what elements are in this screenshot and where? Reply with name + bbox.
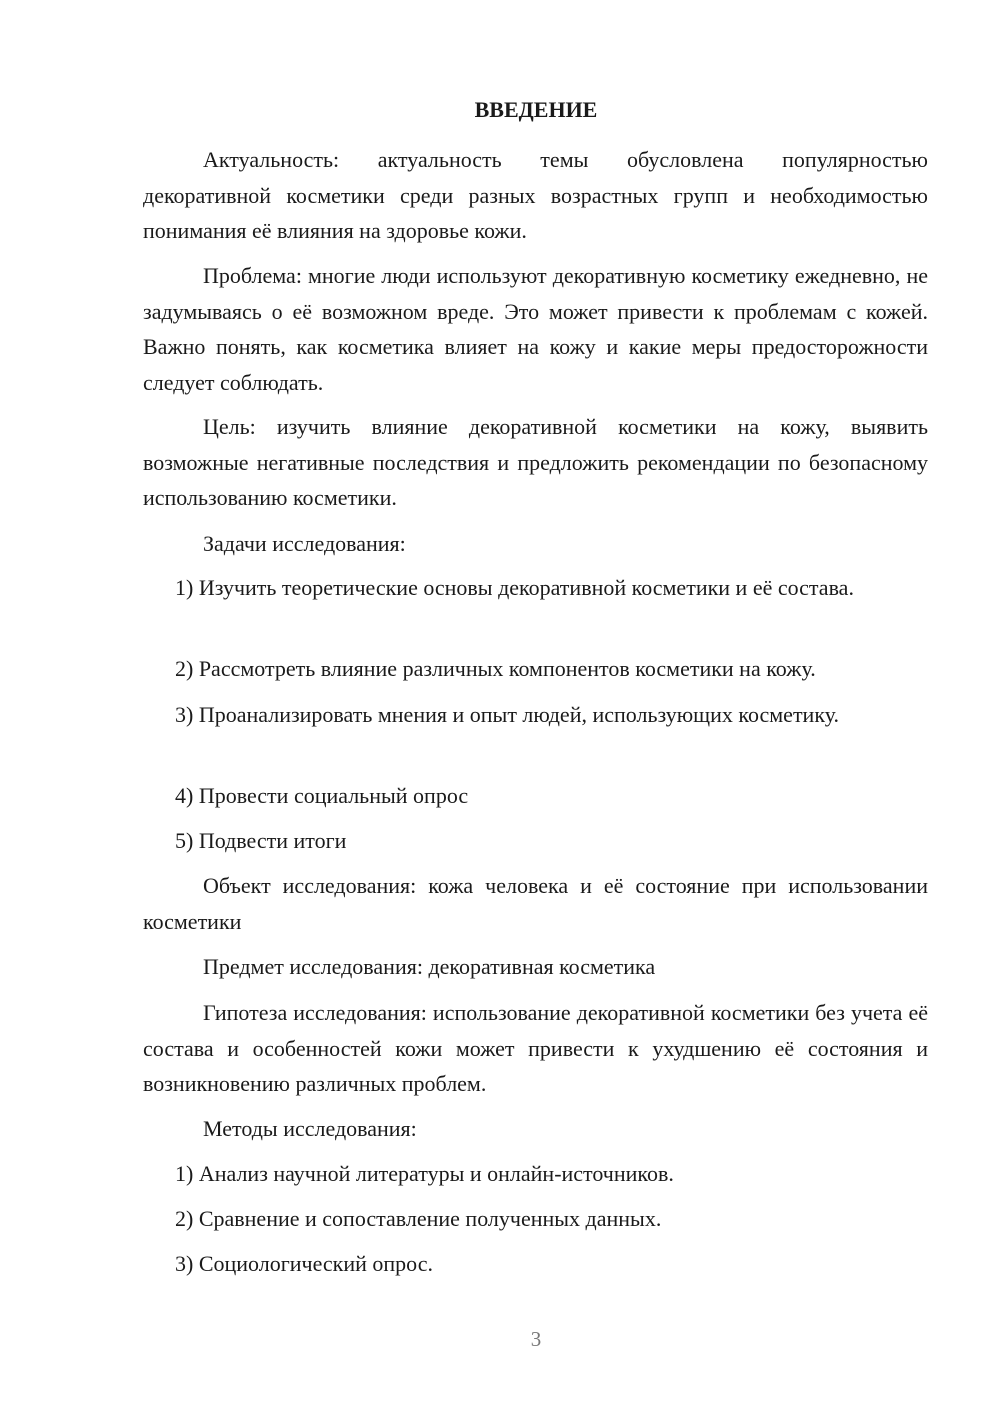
- page-title: ВВЕДЕНИЕ: [474, 97, 598, 122]
- list-item: 4) Провести социальный опрос: [175, 783, 469, 808]
- paragraph-methods-heading: Методы исследования:: [203, 1116, 417, 1141]
- paragraph-object: Объект исследования: кожа человека и её состояние при использовании косметики: [143, 873, 928, 934]
- paragraph-tasks-heading: Задачи исследования:: [203, 531, 406, 556]
- paragraph-subject: Предмет исследования: декоративная косметика: [203, 954, 656, 979]
- list-item: 2) Рассмотреть влияние различных компонентов косметики на кожу.: [175, 656, 816, 681]
- list-item: 1) Анализ научной литературы и онлайн-источников.: [175, 1161, 674, 1186]
- list-item: 2) Сравнение и сопоставление полученных данных.: [175, 1206, 662, 1231]
- page-number: 3: [530, 1327, 542, 1351]
- paragraph-relevance: Актуальность: актуальность темы обусловлена популярностью декоративной косметики среди разных возрастных групп и необходимостью понимания её влияния на здоровье кожи.: [143, 147, 928, 243]
- paragraph-hypothesis: Гипотеза исследования: использование декоративной косметики без учета её состава и особенностей кожи может привести к ухудшению её состояния и возникновению различных проблем.: [143, 1000, 928, 1096]
- paragraph-goal: Цель: изучить влияние декоративной косметики на кожу, выявить возможные негативные последствия и предложить рекомендации по безопасному использованию косметики.: [143, 414, 928, 510]
- list-item: 3) Проанализировать мнения и опыт людей, использующих косметику.: [175, 702, 840, 727]
- list-item: 3) Социологический опрос.: [175, 1251, 433, 1276]
- list-item: 5) Подвести итоги: [175, 828, 347, 853]
- paragraph-problem: Проблема: многие люди используют декоративную косметику ежедневно, не задумываясь о её возможном вреде. Это может привести к проблемам с кожей. Важно понять, как косметика влияет на кожу и какие меры предосторожности следует соблюдать.: [143, 263, 928, 395]
- list-item: 1) Изучить теоретические основы декоративной косметики и её состава.: [175, 575, 854, 600]
